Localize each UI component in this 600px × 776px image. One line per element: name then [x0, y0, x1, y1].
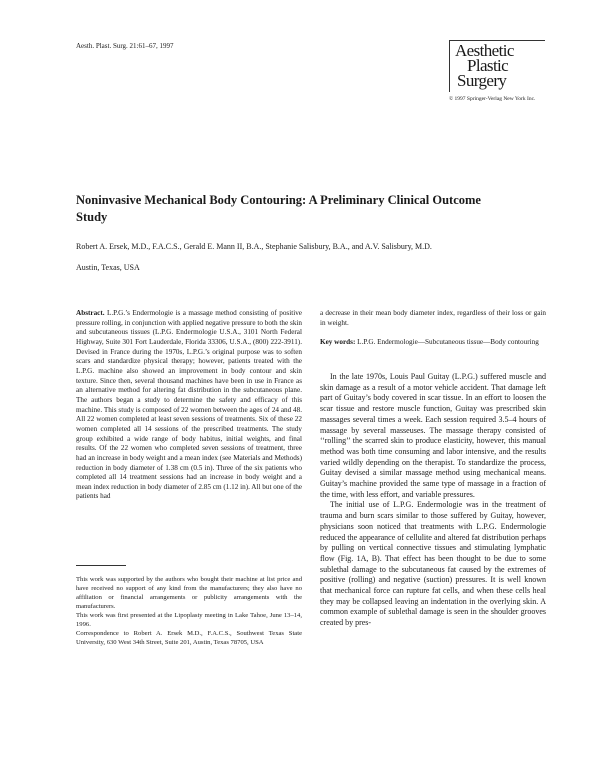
- keywords-label: Key words:: [320, 338, 356, 347]
- abstract-continued: a decrease in their mean body diameter index, regardless of their loss or gain in weight.: [320, 309, 546, 327]
- body-text: [320, 372, 546, 629]
- abstract-label: Abstract.: [76, 309, 105, 317]
- author-affiliation: Austin, Texas, USA: [76, 263, 140, 272]
- copyright-notice: © 1997 Springer-Verlag New York Inc.: [449, 96, 536, 102]
- body-paragraph: In the late 1970s, Louis Paul Guitay (L.P.G.) suffered muscle and skin damage as a result of a motor vehicle accident. That damage left part of Guitay’s body covered in scar tissue. In an effort to loosen the scar tissue and restore muscle function, Guitay was prescribed skin massages several times a week. Each session required 3.5–4 hours of massage by several masseuses. The massage therapy consisted of ‘‘rolling’’ the scarred skin to produce elasticity, however, this manual method was both time consuming and labor intensive, and the results varied wildly depending on the therapist. To standardize the process, Guitay devised a similar massage method using mechanical means. Guitay’s machine provided the same type of massage in a fraction of the time, with less effort, and variable pressures.: [320, 372, 546, 499]
- keywords-text: L.P.G. Endermologie—Subcutaneous tissue—Body contouring: [357, 338, 539, 347]
- body-paragraph: The initial use of L.P.G. Endermologie was in the treatment of trauma and burn scars similar to those suffered by Guitay, however, physicians soon noticed that treatments with L.P.G. Endermologie reduced the appearance of cellulite and altered fat distribution perhaps by pulling on vertical connective tissues and stimulating lymphatic flow (Fig. 1A, B). That effect has been thought to be due to some sublethal damage to the subcutaneous fat caused by the extremes of positive (rolling) and negative (suction) pressures. It is well known that mechanical force can rupture fat cells, and when these cells heal they may be collapsed leaving an indentation in the overlying skin. A common example of sublethal damage is seen in the shoulder grooves created by pres-: [320, 500, 546, 628]
- footnote: This work was supported by the authors who bought their machine at list price and have received no support of any kind from the manufacturers; they also have no affiliation or financial arrangements or publicity arrangements with the manufacturers.: [76, 576, 302, 610]
- journal-logo: [449, 40, 545, 96]
- footnotes: [76, 575, 302, 647]
- keywords: [320, 338, 546, 348]
- abstract-text: L.P.G.’s Endermologie is a massage method consisting of positive pressure rolling, in conjunction with applied negative pressure to both the skin and subcutaneous tissues (L.P.G. Endermologie U.S.A., 3101 North Federal Highway, Suite 301 Fort Lauderdale, Florida 33306, U.S.A., (800) 222-3911). Devised in France during the 1970s, L.P.G.’s original purpose was to soften scars and standardize physical therapy; however, patients treated with the L.P.G. machine also showed an improvement in body contour and skin texture. Since then, several thousand machines have been in use in France as an alternative method for altering fat distribution in the subcutaneous plane. The authors began a study to determine the safety and efficacy of this machine. This study is composed of 22 women between the ages of 24 and 48. All 22 women completed at least seven sessions of treatments. Six of these 22 women completed all 14 sessions of the prescribed treatments. The study group exhibited a wide range of body habitus, initial weights, and final results. Of the 22 women who completed seven sessions of treatment, three had an increase in body weight and a mean index (see Materials and Methods) reduction in body diameter of 1.38 cm (0.5 in). Three of the six patients who completed all 14 treatment sessions had an increase in body weight and a mean index reduction in body diameter of 2.85 cm (1.12 in). All but one of the patients had: [76, 309, 302, 501]
- footnote: This work was first presented at the Lipoplasty meeting in Lake Tahoe, June 13–14, 1996.: [76, 612, 302, 628]
- abstract-continued-block: [320, 309, 546, 348]
- journal-citation: Aesth. Plast. Surg. 21:61–67, 1997: [76, 42, 174, 50]
- article-title: Noninvasive Mechanical Body Contouring: A Preliminary Clinical Outcome Study: [76, 193, 481, 224]
- footnote: Correspondence to Robert A. Ersek M.D., F.A.C.S., Southwest Texas State University, 630 West 34th Street, Suite 201, Austin, Texas 78705, USA: [76, 630, 302, 646]
- abstract: [76, 309, 302, 502]
- logo-line-3: Surgery: [457, 71, 507, 90]
- footnote-divider: [76, 565, 126, 566]
- author-list: Robert A. Ersek, M.D., F.A.C.S., Gerald E. Mann II, B.A., Stephanie Salisbury, B.A., and A.V. Salisbury, M.D.: [76, 242, 432, 251]
- logo-line-1: Aesthetic: [455, 41, 514, 60]
- logo-line-2: Plastic: [467, 56, 509, 75]
